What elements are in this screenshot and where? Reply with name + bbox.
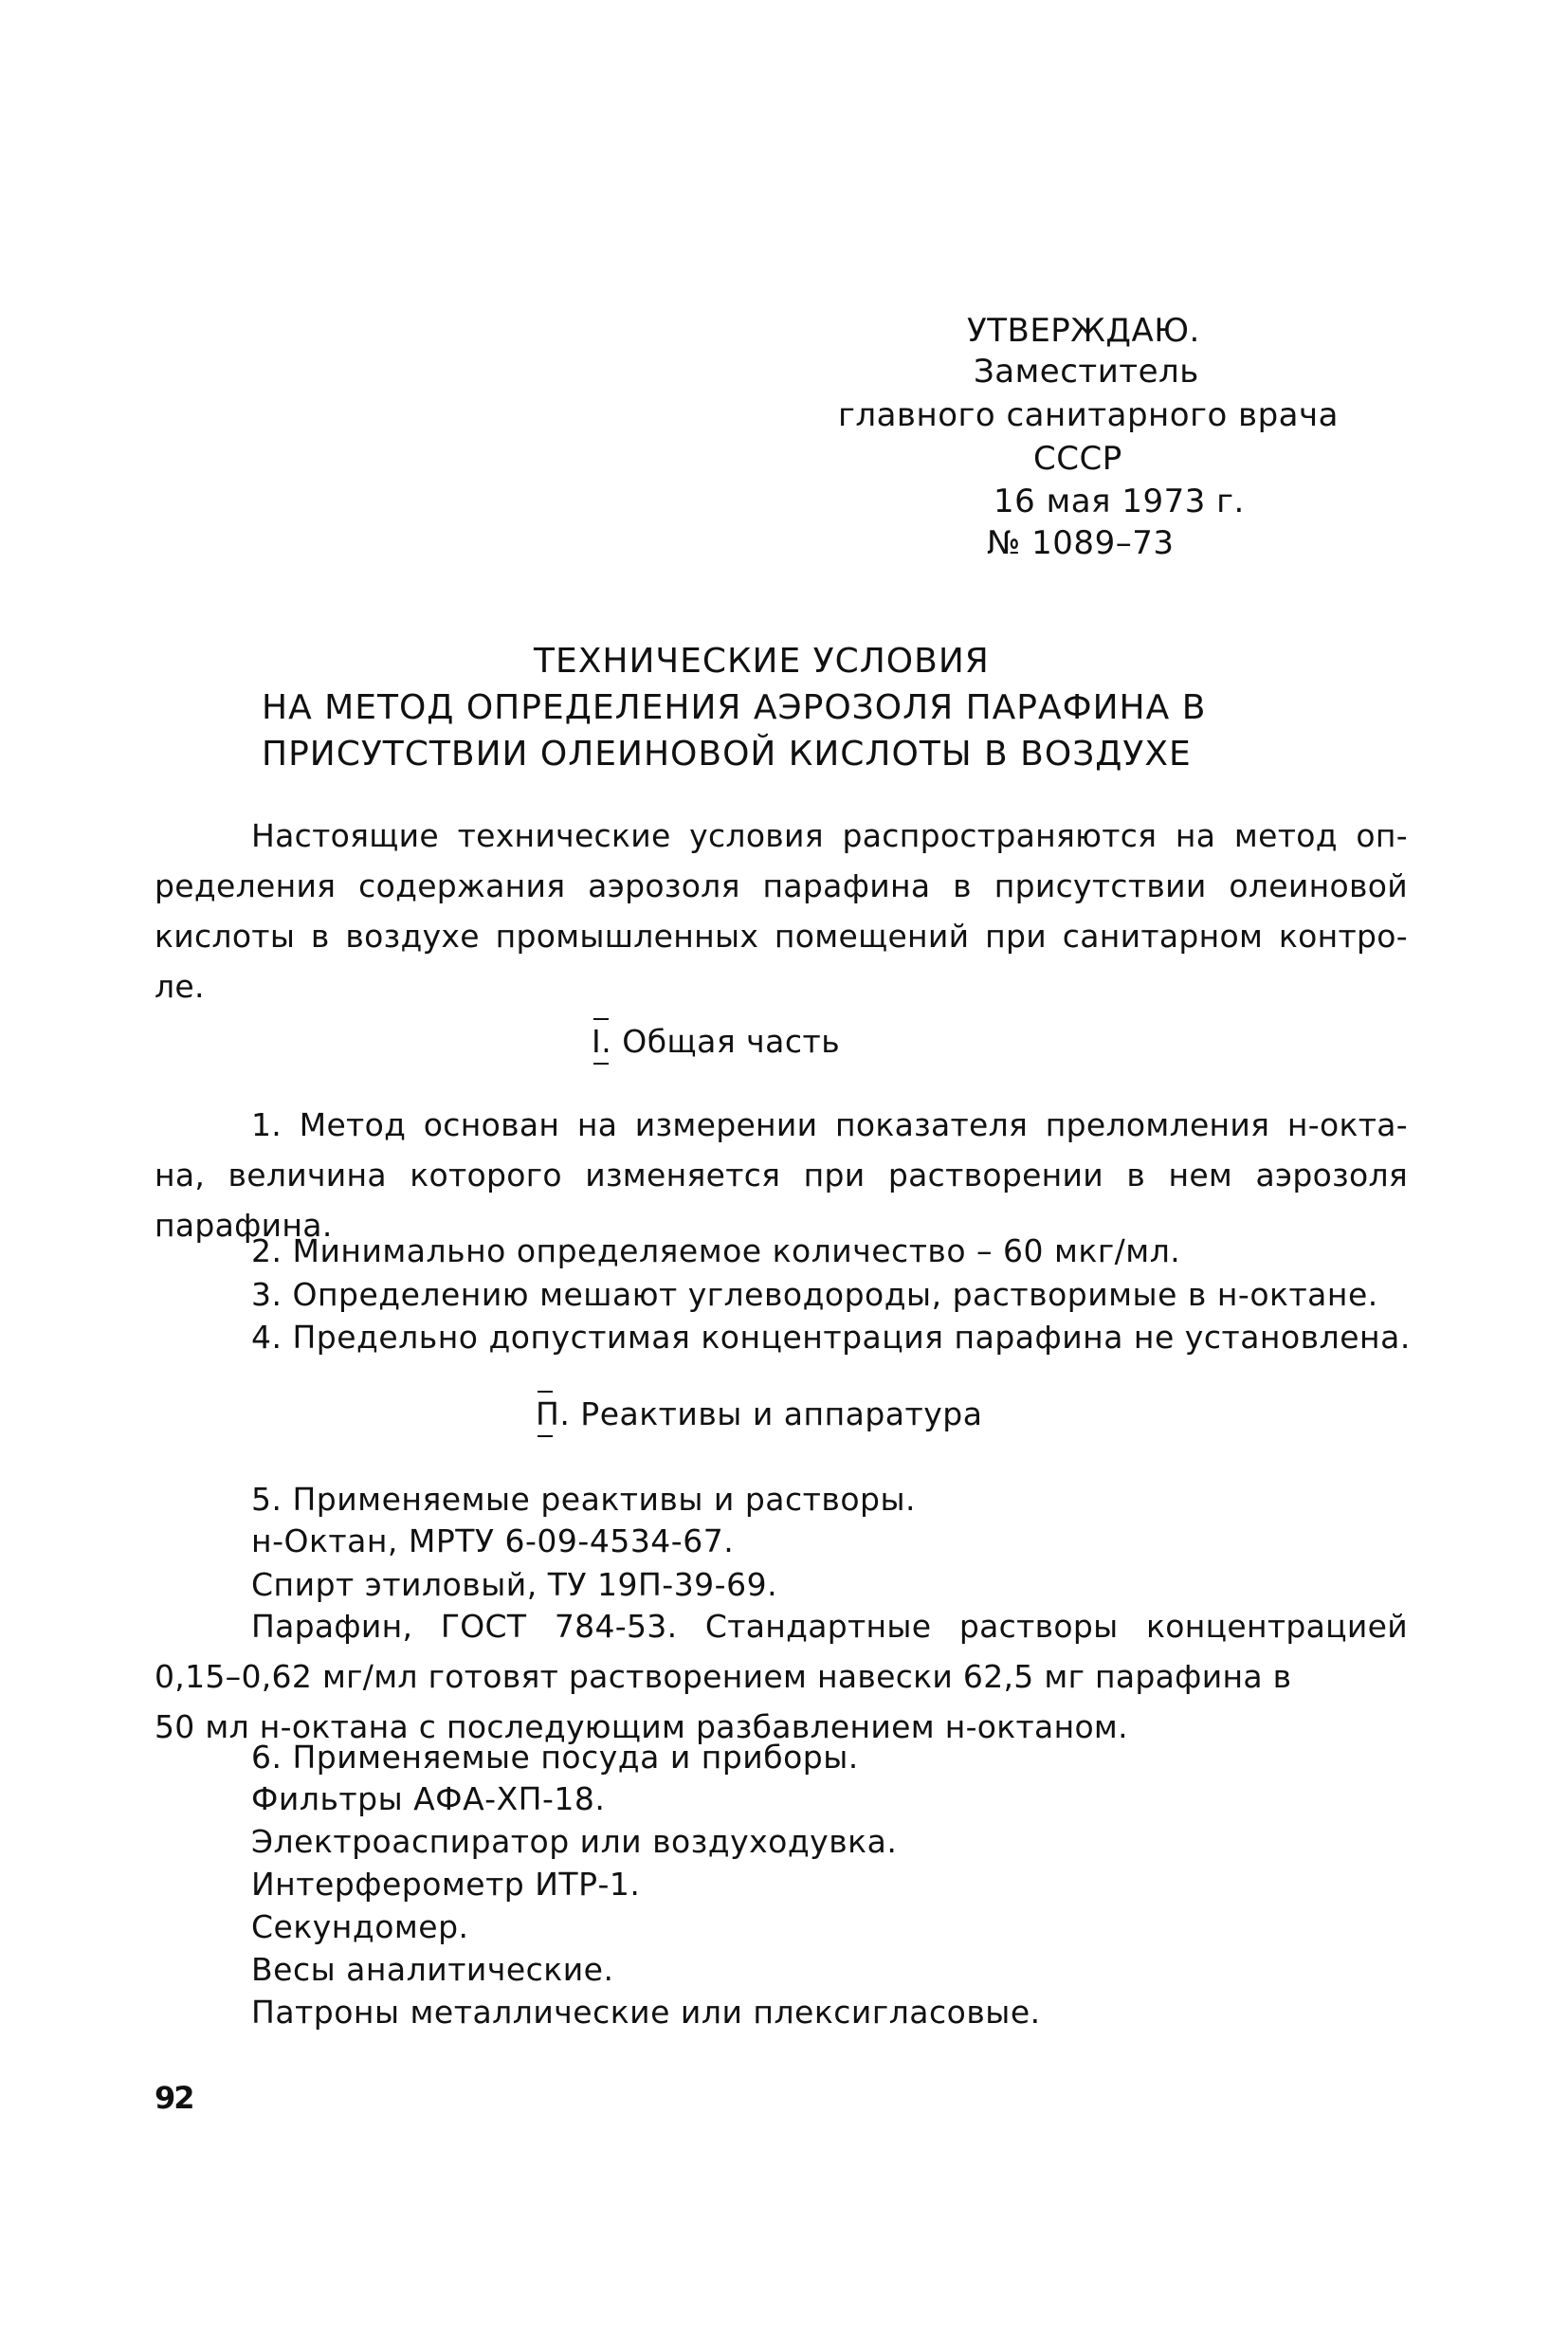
reagent-paraffin-line: 0,15–0,62 мг/мл готовят растворением навески 62,5 мг парафина в xyxy=(155,1658,1292,1695)
approval-line-approve: УТВЕРЖДАЮ. xyxy=(967,312,1200,350)
intro-line: ределения содержания аэрозоля парафина в присутствии олеиновой xyxy=(155,867,1408,904)
item-1-line: парафина. xyxy=(155,1207,333,1244)
approval-line-number: № 1089–73 xyxy=(987,524,1175,562)
equipment-interferometer: Интерферометр ИТР-1. xyxy=(251,1866,641,1903)
approval-line-position: Заместитель xyxy=(974,353,1199,391)
section-1-title: . Общая часть xyxy=(601,1023,841,1060)
item-1-line: на, величина которого изменяется при растворении в нем аэрозоля xyxy=(155,1157,1408,1194)
reagent-paraffin-line: Парафин, ГОСТ 784-53. Стандартные растворы концентрацией xyxy=(251,1608,1408,1645)
approval-line-office: главного санитарного врача xyxy=(838,396,1339,434)
section-1-item-2: 2. Минимально определяемое количество – 60 мкг/мл. xyxy=(251,1232,1181,1269)
title-line-2: НА МЕТОД ОПРЕДЕЛЕНИЯ АЭРОЗОЛЯ ПАРАФИНА В xyxy=(262,688,1207,727)
section-1-item-1 xyxy=(155,1100,1408,1250)
reagent-paraffin-line: 50 мл н-октана с последующим разбавлением н-октаном. xyxy=(155,1708,1128,1745)
intro-line: Настоящие технические условия распространяются на метод оп- xyxy=(251,817,1408,854)
title-line-1: ТЕХНИЧЕСКИЕ УСЛОВИЯ xyxy=(534,642,990,681)
reagent-ethanol: Спирт этиловый, ТУ 19П-39-69. xyxy=(251,1566,778,1603)
equipment-aspirator: Электроаспиратор или воздуходувка. xyxy=(251,1823,898,1860)
equipment-stopwatch: Секундомер. xyxy=(251,1908,469,1945)
item-1-line: 1. Метод основан на измерении показателя преломления н-окта- xyxy=(251,1106,1408,1143)
section-1-number: I xyxy=(592,1023,602,1060)
title-line-3: ПРИСУТСТВИИ ОЛЕИНОВОЙ КИСЛОТЫ В ВОЗДУХЕ xyxy=(262,735,1192,774)
approval-line-country: СССР xyxy=(1033,440,1122,478)
section-2-item-6: 6. Применяемые посуда и приборы. xyxy=(251,1739,859,1776)
equipment-scales: Весы аналитические. xyxy=(251,1951,614,1988)
section-1-heading xyxy=(592,1023,841,1060)
section-1-item-3: 3. Определению мешают углеводороды, растворимые в н-октане. xyxy=(251,1276,1378,1313)
reagent-paraffin xyxy=(155,1601,1408,1752)
section-2-title: . Реактивы и аппаратура xyxy=(559,1395,983,1432)
intro-paragraph xyxy=(155,811,1408,1011)
approval-line-date: 16 мая 1973 г. xyxy=(994,483,1245,520)
equipment-filters: Фильтры АФА-ХП-18. xyxy=(251,1780,606,1817)
section-2-heading xyxy=(536,1395,983,1432)
intro-line: ле. xyxy=(155,968,205,1005)
section-2-number: П xyxy=(536,1395,560,1432)
page-number: 92 xyxy=(155,2080,193,2116)
reagent-octane: н-Октан, МРТУ 6-09-4534-67. xyxy=(251,1522,735,1559)
intro-line: кислоты в воздухе промышленных помещений при санитарном контро- xyxy=(155,918,1408,955)
section-2-item-5: 5. Применяемые реактивы и растворы. xyxy=(251,1481,917,1518)
equipment-cartridges: Патроны металлические или плексигласовые. xyxy=(251,1994,1041,2031)
section-1-item-4: 4. Предельно допустимая концентрация парафина не установлена. xyxy=(251,1319,1411,1356)
